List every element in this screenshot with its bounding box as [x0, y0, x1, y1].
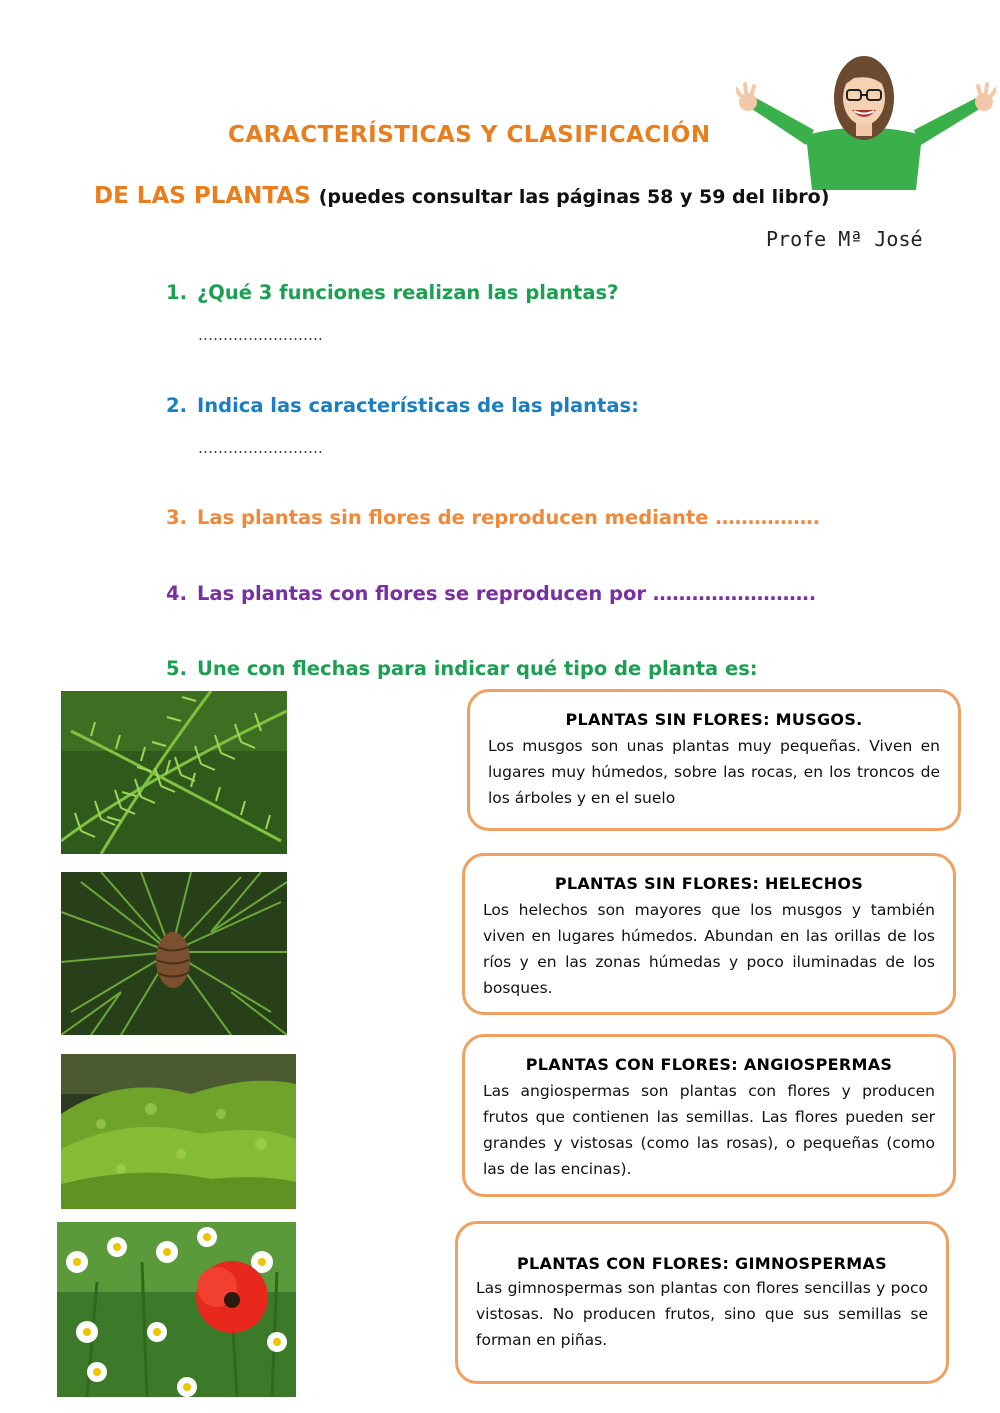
box-description: Las gimnospermas son plantas con flores sencillas y poco vistosas. No producen frutos, sino que sus semillas se forman en piñas.	[476, 1279, 928, 1349]
question-3	[166, 506, 820, 529]
question-1	[166, 281, 618, 304]
teacher-illustration	[736, 50, 996, 190]
answer-line-2[interactable]: …………………….	[198, 439, 323, 457]
box-description: Las angiospermas son plantas con flores y producen frutos que contienen las semillas. Las flores pueden ser grandes y vistosas (como las rosas), o pequeñas (como las de las encinas).	[483, 1082, 935, 1178]
moss-icon	[61, 1054, 296, 1209]
moss-photo[interactable]	[61, 1054, 296, 1209]
fern-icon	[61, 691, 287, 854]
info-box-helechos[interactable]	[462, 853, 956, 1015]
pine-cone-photo[interactable]	[61, 872, 287, 1035]
question-text[interactable]: Las plantas con flores se reproducen por …………………….	[197, 582, 817, 605]
box-title: PLANTAS SIN FLORES: MUSGOS.	[565, 710, 863, 729]
page-reference-note: (puedes consultar las páginas 58 y 59 del libro)	[318, 186, 830, 208]
answer-line-1[interactable]: …………………….	[198, 326, 323, 344]
question-number: 2.	[166, 394, 187, 417]
page-title: CARACTERÍSTICAS Y CLASIFICACIÓN	[228, 122, 711, 148]
question-number: 4.	[166, 582, 187, 605]
flowers-photo[interactable]	[57, 1222, 296, 1397]
page-title-line2	[94, 183, 829, 209]
question-number: 1.	[166, 281, 187, 304]
info-box-gimnospermas[interactable]	[455, 1221, 949, 1384]
question-number: 5.	[166, 657, 187, 680]
author-name: Profe Mª José	[766, 227, 923, 251]
teacher-icon	[736, 50, 996, 190]
question-2	[166, 394, 639, 417]
fern-photo[interactable]	[61, 691, 287, 854]
info-box-musgos[interactable]	[467, 689, 961, 831]
question-text: Indica las características de las plantas:	[197, 394, 639, 417]
flowers-icon	[57, 1222, 296, 1397]
info-box-angiospermas[interactable]	[462, 1034, 956, 1197]
question-text: ¿Qué 3 funciones realizan las plantas?	[197, 281, 619, 304]
page-title-continuation: DE LAS PLANTAS	[94, 183, 311, 209]
box-title: PLANTAS CON FLORES: ANGIOSPERMAS	[525, 1055, 893, 1074]
pine-cone-icon	[61, 872, 287, 1035]
box-title: PLANTAS SIN FLORES: HELECHOS	[554, 874, 864, 893]
question-text[interactable]: Las plantas sin flores de reproducen mediante …………….	[197, 506, 821, 529]
question-5	[166, 657, 758, 680]
question-number: 3.	[166, 506, 187, 529]
box-description: Los musgos son unas plantas muy pequeñas. Viven en lugares muy húmedos, sobre las rocas, en los troncos de los árboles y en el suelo	[488, 737, 940, 807]
box-description: Los helechos son mayores que los musgos y también viven en lugares húmedos. Abundan en las orillas de los ríos y en las zonas húmedas y poco iluminadas de los bosques.	[483, 901, 935, 997]
question-text: Une con flechas para indicar qué tipo de planta es:	[197, 657, 758, 680]
question-4	[166, 582, 816, 605]
box-title: PLANTAS CON FLORES: GIMNOSPERMAS	[517, 1254, 887, 1273]
